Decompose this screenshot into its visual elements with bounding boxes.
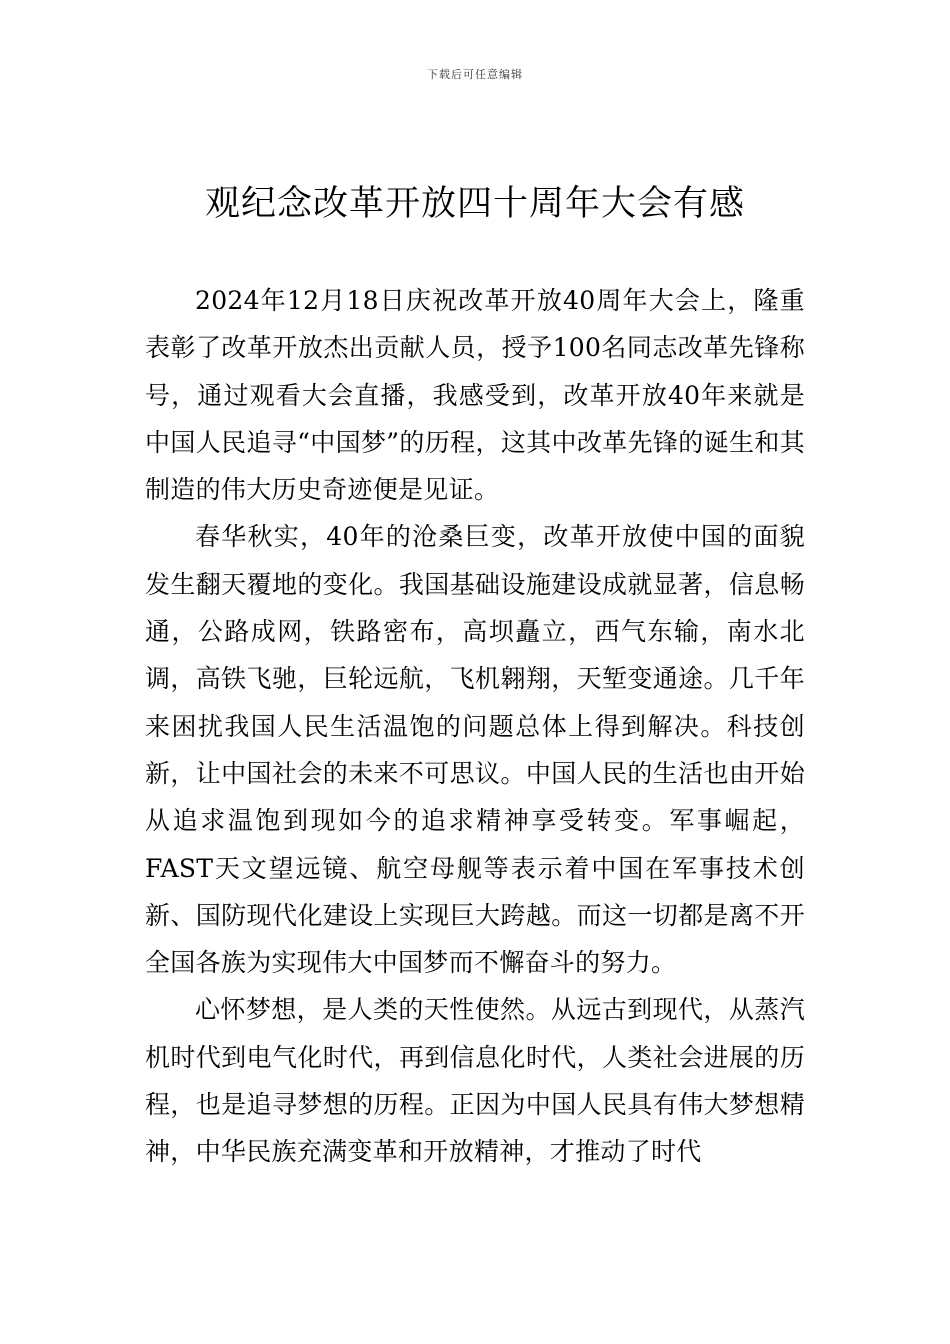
document-title: 观纪念改革开放四十周年大会有感 (204, 184, 745, 224)
paragraph-1: 2024年12月18日庆祝改革开放40周年大会上，隆重表彰了改革开放杰出贡献人员，授予100名同志改革先锋称号，通过观看大会直播，我感受到，改革开放40年来就是中国人民追寻“中国梦”的历程，这其中改革先锋的诞生和其制造的伟大历史奇迹便是见证。 (145, 286, 805, 505)
paragraph-2: 春华秋实，40年的沧桑巨变，改革开放使中国的面貌发生翻天覆地的变化。我国基础设施建设成就显著，信息畅通，公路成网，铁路密布，高坝矗立，西气东输，南水北调，高铁飞驰，巨轮远航，飞机翱翔，天堑变通途。几千年来困扰我国人民生活温饱的问题总体上得到解决。科技创新，让中国社会的未来不可思议。中国人民的生活也由开始从追求温饱到现如今的追求精神享受转变。军事崛起，FAST天文望远镜、航空母舰等表示着中国在军事技术创新、国防现代化建设上实现巨大跨越。而这一切都是离不开全国各族为实现伟大中国梦而不懈奋斗的努力。 (145, 522, 805, 978)
document-body (145, 277, 805, 1176)
header-note: 下载后可任意编辑 (427, 68, 523, 81)
paragraph-3: 心怀梦想，是人类的天性使然。从远古到现代，从蒸汽机时代到电气化时代，再到信息化时代，人类社会进展的历程，也是追寻梦想的历程。正因为中国人民具有伟大梦想精神，中华民族充满变革和开放精神，才推动了时代 (145, 995, 805, 1167)
